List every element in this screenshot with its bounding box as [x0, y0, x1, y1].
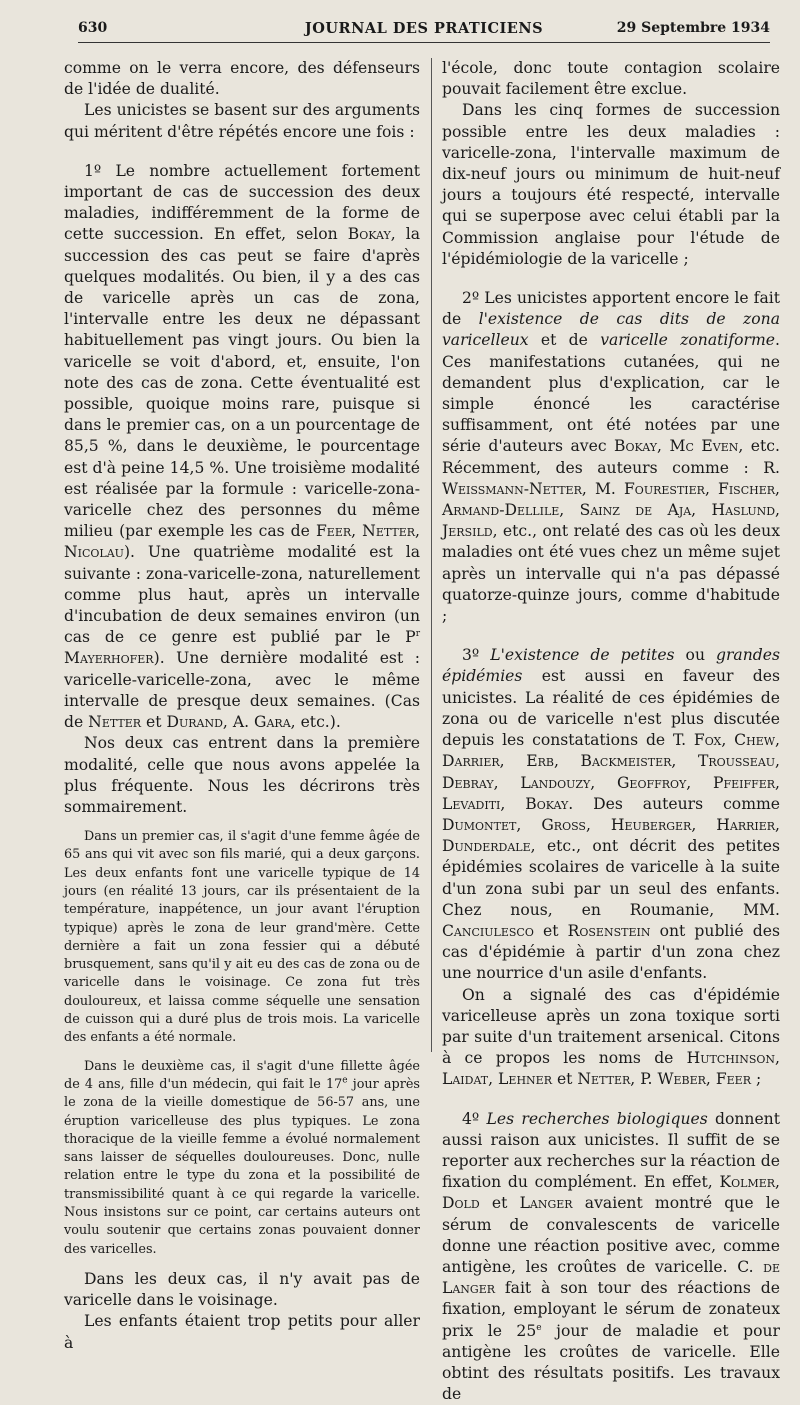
left-column: [64, 58, 420, 1352]
paragraph-argument-3: 3º L'existence de petites ou grandes épidémies est aussi en faveur des unicistes. La réalité de ces épidémies de zona ou de varicelle n'est plus discutée depuis les constatations de T. Fox, Chew, Darrier, Erb, Backmeister, Trousseau, Debray, Landouzy, Geoffroy, Pfeiffer, Levaditi, Bokay. Des auteurs comme Dumontet, Gross, Heuberger, Harrier, Dunderdale, etc., ont décrit des petites épidémies scolaires de varicelle à la suite d'un zona subi par un seul des enfants. Chez nous, en Roumanie, MM. Canciulesco et Rosenstein ont publié des cas d'épidémie à partir d'un zona chez une nourrice d'un asile d'enfants.: [442, 646, 780, 983]
spacer: [442, 1091, 780, 1109]
page-number: 630: [78, 20, 108, 36]
spacer: [64, 818, 420, 828]
journal-title: JOURNAL DES PRATICIENS: [304, 20, 544, 37]
paragraph-voisinage: Dans les deux cas, il n'y avait pas de varicelle dans le voisinage.: [64, 1269, 420, 1310]
paragraph-ecole: l'école, donc toute contagion scolaire pouvait facilement être exclue.: [442, 59, 780, 99]
paragraph-zona-toxique: On a signalé des cas d'épidémie varicelleuse après un zona toxique sorti par suite d'un traitement arsenical. Citons à ce propos les noms de Hutchinson, Laidat, Lehner et Netter, P. Weber, Feer ;: [442, 985, 780, 1089]
paragraph-argument-4: 4º Les recherches biologiques donnent aussi raison aux unicistes. Il suffit de se reporter aux recherches sur la réaction de fixation du complément. En effet, Kolmer, Dold et Langer avaient montré que le sérum de convalescents de varicelle donne une réaction positive avec, comme antigène, les croûtes de varicelle. C. de Langer fait à son tour des réactions de fixation, employant le sérum de zonateux prix le 25e jour de maladie et pour antigène les croûtes de varicelle. Elle obtint des résultats positifs. Les travaux de: [442, 1109, 780, 1404]
case-two-text: Dans le deuxième cas, il s'agit d'une fillette âgée de 4 ans, fille d'un médecin, qui fait le 17e jour après le zona de la vieille domestique de 56-57 ans, une éruption varicelleuse des plus typiques. Le zona thoracique de la vieille femme a évolué normalement sans laisser de séquelles douloureuses. Donc, nulle relation entre le type du zona et la possibilité de transmissibilité quant à ce qui regarde la varicelle. Nous insistons sur ce point, car certains auteurs ont voulu soutenir que certains zonas pouvaient donner des varicelles.: [64, 1058, 420, 1257]
paragraph-argument-2: 2º Les unicistes apportent encore le fait de l'existence de cas dits de zona varicelleux et de varicelle zonatiforme. Ces manifestations cutanées, qui ne demandent plus d'explication, car le simple énoncé les caractérise suffisamment, ont été notées par une série d'auteurs avec Bokay, Mc Even, etc. Récemment, des auteurs comme : R. Weissmann-Netter, M. Fourestier, Fischer, Armand-Dellile, Sainz de Aja, Haslund, Jersild, etc., ont relaté des cas où les deux maladies ont été vues chez un même sujet après un intervalle qui n'a pas dépassé quatorze-quinze jours, comme d'habitude ;: [442, 289, 780, 626]
paragraph-enfants: Les enfants étaient trop petits pour aller à: [64, 1312, 420, 1352]
right-column: [442, 58, 780, 1404]
case-one-text: Dans un premier cas, il s'agit d'une femme âgée de 65 ans qui vit avec son fils marié, qui a deux garçons. Les deux enfants font une varicelle typique de 14 jours (en réalité 13 jours, car ils présentaient de la température, inappétence, un jour avant l'éruption typique) après le zona de leur grand'mère. Cette dernière a fait un zona fessier qui a débuté brusquement, sans qu'il y ait eu des cas de zona ou de varicelle dans le voisinage. Ce zona fut très douloureux, et laissa comme séquelle une sensation de cuisson qui a duré plus de trois mois. La varicelle des enfants a été normale.: [64, 829, 420, 1046]
spacer: [64, 143, 420, 161]
spacer: [64, 1048, 420, 1058]
spacer: [442, 270, 780, 288]
running-header: [78, 12, 770, 43]
paragraph-argument-1: 1º Le nombre actuellement fortement important de cas de succession des deux maladies, indifféremment de la forme de cette succession. En effet, selon Bokay, la succession des cas peut se faire d'après quelques modalités. Ou bien, il y a des cas de varicelle après un cas de zona, l'intervalle entre les deux ne dépassant habituellement pas vingt jours. Ou bien la varicelle se voit d'abord, et, ensuite, l'on note des cas de zona. Cette éventualité est possible, quoique moins rare, puisque si dans le premier cas, on a un pourcentage de 85,5 %, dans le deuxième, le pourcentage est d'à peine 14,5 %. Une troisième modalité est réalisée par la formule : varicelle-zona-varicelle chez des personnes du même milieu (par exemple les cas de Feer, Netter, Nicolau). Une quatrième modalité est la suivante : zona-varicelle-zona, naturellement comme plus haut, après un intervalle d'incubation de deux semaines environ (un cas de ce genre est publié par le $P^r$ Mayerhofer). Une dernière modalité est : varicelle-varicelle-zona, avec le même intervalle de presque deux semaines. (Cas de Netter et Durand, A. Gara, etc.).: [64, 161, 420, 732]
paragraph-dualite: comme on le verra encore, des défenseurs de l'idée de dualité.: [64, 59, 420, 99]
issue-date: 29 Septembre 1934: [616, 20, 770, 36]
paragraph-nos-deux-cas: Nos deux cas entrent dans la première modalité, celle que nous avons appelée la plus fréquente. Nous les décrirons très sommairement.: [64, 734, 420, 816]
spacer: [64, 1259, 420, 1269]
spacer: [442, 627, 780, 645]
column-divider: [431, 58, 432, 1052]
paragraph-cinq-formes: Dans les cinq formes de succession possible entre les deux maladies : varicelle-zona, l'intervalle maximum de dix-neuf jours ou minimum de huit-neuf jours a toujours été respecté, intervalle qui se superpose avec celui établi par la Commission anglaise pour l'étude de l'épidémiologie de la varicelle ;: [442, 101, 780, 268]
paragraph-unicistes-intro: Les unicistes se basent sur des arguments qui méritent d'être répétés encore une fois :: [64, 101, 420, 141]
